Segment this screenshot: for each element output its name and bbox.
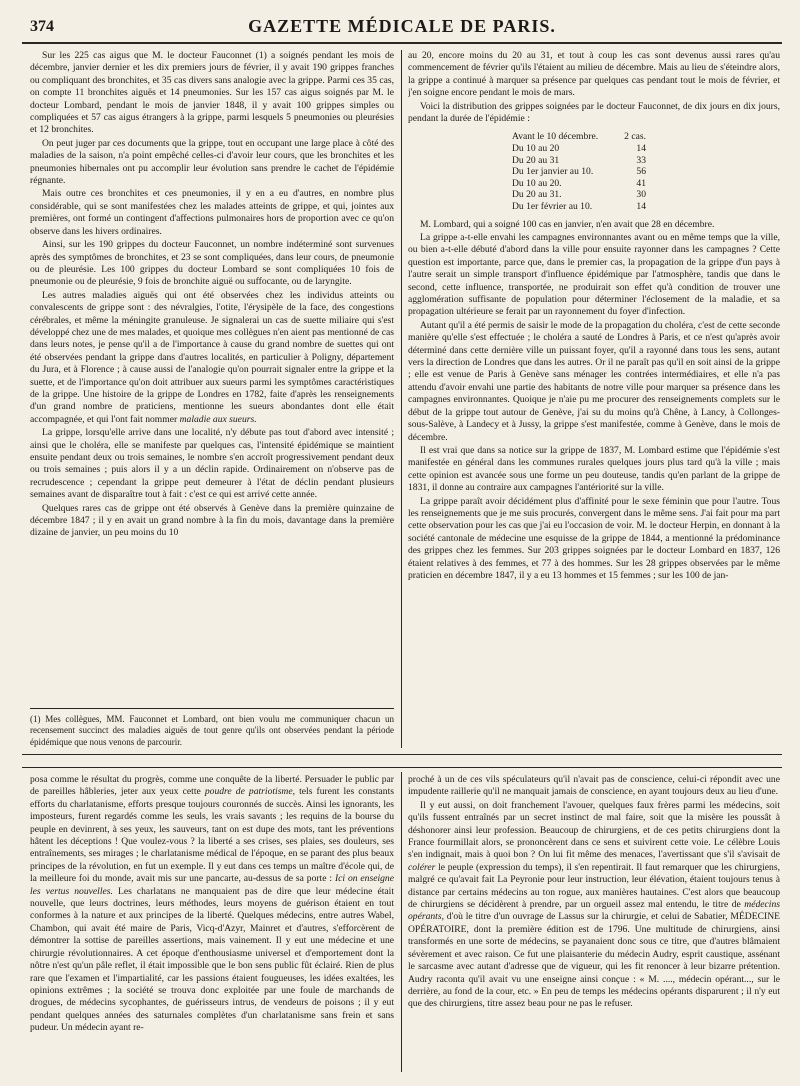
table-row (508, 155, 650, 167)
paragraph: Il est vrai que dans sa notice sur la grippe de 1837, M. Lombard estime que l'épidémie s'est manifestée en général dans les communes rurales quelques jours plus tard qu'à la ville ; mais cette opinion est avancée sous une forme un peu douteuse, tandis qu'en parlant de la grippe de 1831, il donne au contraire aux campagnes l'antériorité sur la ville. (408, 444, 780, 494)
cases-cell: 14 (636, 143, 646, 155)
period-cell: Du 10 au 20. (512, 177, 562, 189)
paragraph: La grippe, lorsqu'elle arrive dans une localité, n'y débute pas tout d'abord avec intensité ; ainsi que le choléra, elle se manifeste par quelques cas, l'intensité épidémique se maintient ensuite pendant deux ou trois semaines, le nombre s'en accroît progressivement pendant deux ou trois semaines ; puis alors il y a un déclin rapide. Ordinairement on n'observe pas de recrudescence ; cependant la grippe peut demeurer à l'état de déclin pendant plusieurs semaines avant de disparaître tout à fait : c'est ce qui est arrivé cette année. (30, 427, 394, 501)
period-cell: Du 1er février au 10. (512, 201, 593, 212)
feuilleton-column-right (408, 774, 780, 1072)
paragraph-text: le peuple (expression du temps), il s'en repentirait. Il faut remarquer que les chirurgiens, malgré ce qu'avait fait La Peyronie pour leur instruction, leur élévation, étaient toujours tenus à distance par certains médecins au ton rogue, aux manières hautaines. C'est alors que beaucoup de chirurgiens se décidèrent à prendre, par un orgueil assez mal entendu, le titre de (408, 861, 780, 911)
paragraph: On peut juger par ces documents que la grippe, tout en occupant une large place à côté des maladies de la saison, n'a point empêché celles-ci d'avoir leur cours, que les bronchites et les pneumonies hibernales ont pu accomplir leur évolution sans prendre le cachet de l'épidémie régnante. (30, 137, 394, 187)
paragraph: Quelques rares cas de grippe ont été observés à Genève dans la première quinzaine de décembre 1847 ; il y en avait un grand nombre à la fin du mois, davantage dans la première dizaine de janvier, un peu moins du 10 (30, 502, 394, 539)
table-row (508, 178, 650, 190)
paragraph: La grippe paraît avoir décidément plus d'affinité pour le sexe féminin que pour l'autre. Tous les renseignements que je me suis procurés, convergent dans le même sens. J'ai fait pour ma part cette observation pour les cas que j'ai eu l'occasion de voir. M. le docteur Herpin, en donnant à la société cantonale de médecine une esquisse de la grippe de 1844, a mentionné la prédominance des grippes chez les femmes. Sur 203 grippes soignées par le docteur Lombard en 1837, 126 étaient relatives à des femmes, et 77 à des hommes. Sur les 28 grippes observées par le même praticien en décembre 1847, il y a eu 13 hommes et 15 femmes ; sur les 100 de jan- (408, 495, 780, 581)
paragraph-text: Les charlatans ne manquaient pas de dire que leur médecine était nouvelle, que leurs doctrines, leurs méthodes, leurs moyens de guérison étaient en tout conformes à la nature et aux principes de la liberté. Quelques médecins, entre autres Wabel, Chambon, qui avait été maire de Paris, Vicq-d'Azyr, Mainret et d'autres, s'efforcèrent de démontrer la sottise de pareilles assertions, mais vainement. Il y eut une médecine et une chirurgie révolutionnaires. A cet époque d'enthousiasme universel et d'emportement dont la nôtre n'est qu'un pâle reflet, il était impossible que le bon sens public fût éclairé. Rien de plus rare que l'examen et l'impartialité, car les passions étaient fougueuses, les idées exaltées, les opinions extrêmes ; la société se trouva donc exploitée par une foule de marchands de drogues, de médecins sycophantes, de guérisseurs intrus, de vendeurs de poisons ; il y eut pendant quelques années des saturnales complètes d'un charlatanisme sans frein et sans pudeur. Un médecin ayant re- (30, 885, 394, 1034)
table-row (508, 143, 650, 155)
paragraph: La grippe a-t-elle envahi les campagnes environnantes avant ou en même temps que la ville, ou bien a-t-elle débuté d'abord dans la ville pour ensuite rayonner dans les campagnes ? Cette question est importante, parce que, dans le premier cas, la propagation de la grippe d'un pays à l'autre serait un simple transport d'influence épidémique par l'atmosphère, tandis que dans le second, cette influence, transportée, ne produirait son effet qu'à condition de trouver une agglomération suffisante de population pour déterminer l'éclosement de la maladie, et sa propagation ultérieure se ferait par un rayonnement du foyer d'infection. (408, 232, 780, 318)
running-head: GAZETTE MÉDICALE DE PARIS. (248, 16, 556, 36)
paragraph: proché à un de ces vils spéculateurs qu'il n'avait pas de conscience, celui-ci répondit avec une impudente raillerie qu'il ne manquait jamais de conscience, en ayant toujours deux au lieu d'une. (408, 774, 780, 798)
paragraph: Sur les 225 cas aigus que M. le docteur Fauconnet (1) a soignés pendant les mois de décembre, janvier dernier et les dix premiers jours de février, il y avait 190 grippes franches ou compliquant des bronchites, et 35 cas divers sans analogie avec la grippe. Parmi ces 35 cas, on compte 11 bronchites aiguës et 14 pneumonies. Sur les 157 cas aigus soignés par M. le docteur Lombard, pendant le mois de janvier 1848, il y avait 100 grippes simples ou compliquées et 57 cas aigus étrangers à la grippe, parmi lesquels 5 pneumonies ou pleurésies et 12 bronchites. (30, 50, 394, 136)
table-row (508, 201, 650, 213)
period-cell: Du 1er janvier au 10. (512, 166, 594, 178)
cases-cell: 41 (636, 177, 646, 189)
paragraph-text: d'où le titre d'un ouvrage de Lassus sur la chirurgie, et celui de Sabatier, MÉDECINE OPÉRATOIRE, dont la première édition est de 1796. Une multitude de chirurgiens, ainsi transformés en une sorte de médecins, se payanaient donc sous ce titre, que d'autres blâmaient sévèrement et avec raison. Ce fut une plaisanterie du médecin Audry, esprit caustique, assénant le sarcasme avec autant d'adresse que de vigueur, qui les fit renoncer à leur bizarre prétention. Audry raconta qu'il avait vu une enseigne ainsi conçue : « M. ...., médecin opérant..., sur le derrière, au fond de la cour, etc. » En peu de temps les médecins opérants disparurent ; il n'y eut que des chirurgiens, titre assez beau pour ne pas le refuser. (408, 911, 780, 1010)
cases-cell: 2 cas. (624, 131, 646, 143)
paragraph: M. Lombard, qui a soigné 100 cas en janvier, n'en avait que 28 en décembre. (420, 218, 715, 230)
column-divider-top (401, 50, 402, 748)
cases-cell: 56 (636, 166, 646, 178)
paragraph: au 20, encore moins du 20 au 31, et tout à coup les cas sont devenus aussi rares qu'au commencement de février qu'ils l'étaient au milieu de décembre. Mais au lieu de s'éteindre alors, la grippe a continué à marquer sa présence par quelques cas pendant tout le mois de février, et j'en soigne encore pendant le mois de mars. (408, 50, 780, 99)
paragraph (30, 290, 394, 426)
italic-phrase: Ici on enseigne les vertus nouvelles. (30, 873, 394, 897)
italic-phrase: colérer (408, 861, 436, 873)
section-rule-top (22, 754, 782, 755)
paragraph: Autant qu'il a été permis de saisir le mode de la propagation du choléra, c'est de cette seconde manière qu'elle s'est effectuée ; le choléra a sauté de Londres à Paris, et ce n'est qu'après avoir déterminé dans cette dernière ville un puissant foyer, qu'il a rayonné dans tous les sens, autant vers la direction de Londres que dans les autres. Or il ne paraît pas qu'il en soit ainsi de la grippe ; elle est venue de Paris à Genève sans ménager les contrées intermédiaires, et elle n'a pas attendu d'avoir envahi une partie des habitants de notre ville pour marquer sa présence dans les campagnes environnantes. Quoique je n'aie pu me procurer des renseignements complets sur le début de la grippe tout autour de Genève, j'ai su du moins qu'à Chêne, à Lancy, à Collonges-sous-Salève, à Landecy et à Jussy, la grippe s'est manifestée, comme à Genève, dans le mois de décembre. (408, 319, 780, 443)
table-row (508, 131, 650, 143)
section-rule-bottom (22, 767, 782, 768)
cases-cell: 30 (636, 189, 646, 201)
period-cell: Du 20 au 31. (512, 189, 562, 201)
page-header (22, 14, 782, 44)
paragraph (30, 774, 394, 1035)
grippe-distribution-table (508, 131, 650, 212)
paragraph-text: tels furent les constants efforts du charlatanisme, efforts presque toujours couronnés de succès. Ainsi les ignorants, les imposteurs, furent regardés comme les seuls, les vrais savants ; les requins de la bourse du peuple en devinrent, à ses yeux, les sauveurs, tant on est dupe des mots, tant les préventions hâtent les déceptions ! Que voulez-vous ? la liberté a ses crises, ses plaies, ses douleurs, ses entraînements, ses mirages ; le charlatanisme médical de l'époque, en se parant des plus beaux principes de la révolution, en fut un exemple. Il y eut dans ces temps un maître d'école qui, de la meilleure foi du monde, avait mis sur une pancarte, au-dessus de sa porte : (30, 786, 394, 885)
article-column-top-right (408, 50, 780, 748)
footnote: (1) Mes collègues, MM. Fauconnet et Lombard, ont bien voulu me communiquer chacun un recensement succinct des maladies aiguës de tout genre qu'ils ont observées pendant la période épidémique que nous venons de parcourir. (30, 714, 394, 747)
cases-cell: 33 (636, 154, 646, 166)
paragraph-text: Les autres maladies aiguës qui ont été observées chez les individus atteints ou convalescents de grippe sont : des névralgies, l'otite, l'érysipèle de la face, des congestions cérébrales, et même la méningite granuleuse. Je signalerai un cas de suette miliaire qui s'est développé chez une de mes malades, et quoique mes collègues n'en aient pas mentionné de cas dans leurs notes, je pense qu'il a de l'importance à cause du grand nombre de suettes qui ont été observées pendant la grippe dans d'autres localités, en particulier à Poligny, département du Jura, et à Florence ; à cause aussi de l'analogie qu'on pourrait signaler entre la grippe et la suette, et de l'importance qu'on doit attribuer aux sueurs parmi les symptômes caractéristiques de la grippe. Une histoire de la grippe de Londres en 1782, faite d'après les renseignements d'un grand nombre de praticiens, mentionne les sueurs abondantes dont elle était accompagnée, et qui l'ont fait nommer (30, 289, 394, 425)
italic-phrase: maladie aux sueurs. (179, 413, 257, 425)
italic-phrase: poudre de patriotisme, (204, 786, 296, 798)
paragraph-text: Il y eut aussi, on doit franchement l'avouer, quelques faux frères parmi les médecins, soit qu'ils fussent entraînés par un secret instinct de mal faire, soit que la misère les poussât à déshonorer ainsi leur profession. Beaucoup de chirurgiens, et de ces petits chirurgiens dont la France fourmillait alors, se prononcèrent dans ce sens et suivirent cette voie. Le célèbre Louis s'en indignait, mais à quoi bon ? On lui fit même des menaces, l'avertissant que s'il s'avisait de (408, 799, 780, 861)
period-cell: Du 20 au 31 (512, 154, 560, 166)
cases-cell: 14 (636, 201, 646, 212)
footnote-rule (30, 708, 394, 709)
column-divider-bottom (401, 772, 402, 1072)
table-row (508, 189, 650, 201)
paragraph-text: posa comme le résultat du progrès, comme une conquête de la liberté. Persuader le public par de pareilles hâbleries, jeter aux yeux cette (30, 774, 394, 798)
page-number: 374 (30, 18, 54, 35)
paragraph: Voici la distribution des grippes soignées par le docteur Fauconnet, de dix jours en dix jours, pendant la durée de l'épidémie : (408, 100, 780, 125)
italic-phrase: médecins opérants, (408, 899, 780, 923)
paragraph: Ainsi, sur les 190 grippes du docteur Fauconnet, un nombre indéterminé sont survenues après des symptômes de bronchites, et 23 se sont compliquées, dans leur cours, de pneumonie ou de pleurésie. Les 100 grippes du docteur Lombard se sont compliquées 10 fois de pneumonie ou de pleurésie, 9 fois de bronchite aiguë ou suffocante, ou de laryngite. (30, 239, 394, 288)
period-cell: Avant le 10 décembre. (512, 131, 599, 143)
feuilleton-column-left (30, 774, 394, 1072)
paragraph (408, 800, 780, 1011)
paragraph: Mais outre ces bronchites et ces pneumonies, il y en a eu d'autres, en nombre plus considérable, qui se sont manifestées chez les malades atteints de grippe, et qui, jointes aux premières, ont formé un contingent d'affections pulmonaires hors de proportion avec ce qu'on observe dans les hivers ordinaires. (30, 188, 394, 237)
table-row (508, 166, 650, 178)
article-column-top-left (30, 50, 394, 722)
period-cell: Du 10 au 20 (512, 143, 560, 155)
